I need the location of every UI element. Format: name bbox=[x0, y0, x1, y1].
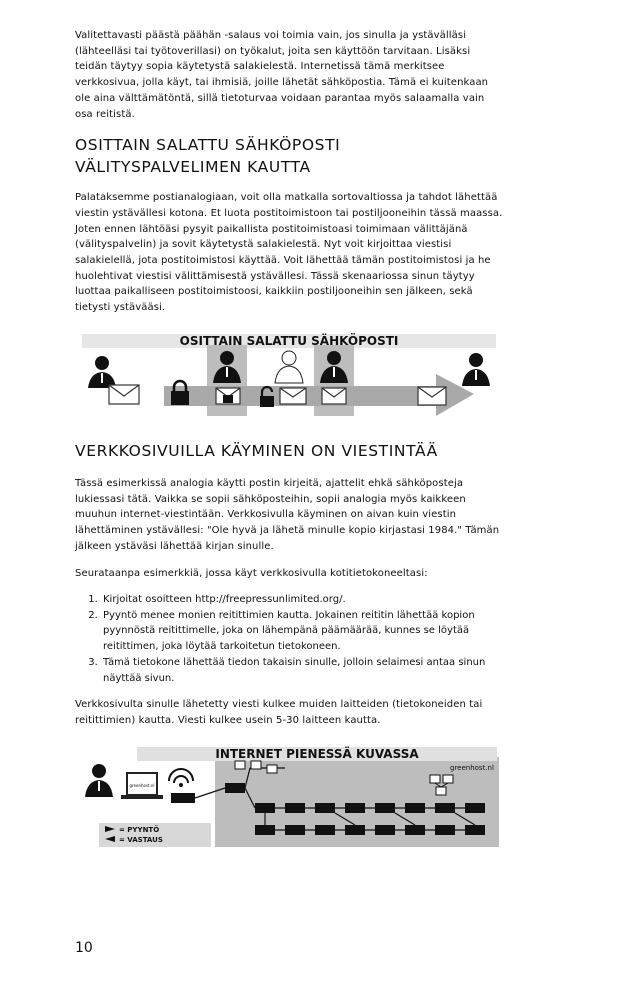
steps-list bbox=[75, 592, 503, 686]
computer-icon bbox=[235, 761, 245, 769]
legend-response: = VASTAUS bbox=[119, 835, 163, 844]
locked-envelope-icon bbox=[216, 388, 240, 404]
envelope-icon bbox=[280, 388, 306, 404]
envelope-icon bbox=[109, 385, 139, 404]
internet-illustration bbox=[75, 743, 499, 847]
figure2-site-label: greenhost.nl bbox=[450, 763, 494, 772]
list-item: 1. Kirjoitat osoitteen http://freepressunlimited.org/. bbox=[101, 592, 503, 608]
internet-figure bbox=[75, 743, 499, 847]
envelope-icon bbox=[418, 387, 446, 405]
envelope-icon bbox=[322, 388, 346, 404]
section2-paragraph-3: Verkkosivulta sinulle lähetetty viesti kulkee muiden laitteiden (tietokoneiden tai reitittimien) kautta. Viesti kulkee usein 5-30 laitteen kautta. bbox=[75, 699, 483, 726]
page-content bbox=[75, 28, 503, 847]
page-number: 10 bbox=[75, 940, 93, 956]
router-icon bbox=[255, 825, 275, 835]
laptop-screen-text: greenhost.nl bbox=[129, 782, 155, 788]
intro-paragraph: Valitettavasti päästä päähän -salaus voi toimia vain, jos sinulla ja ystävälläsi (lähteelläsi tai työtoverillasi) on työkalut, joita sen käyttöön tarvitaan. Lisäksi teidän täytyy sopia käytetystä salakielestä. Internetissä tämä merkitsee verkkosivua, jolla käyt, tai ihmisiä, joille lähetät sähköpostia. Tämä ei kuitenkaan ole aina välttämätöntä, sillä tietoturvaa voidaan parantaa myös salaamalla vain osa reitistä. bbox=[75, 30, 489, 120]
router-icon bbox=[225, 783, 245, 793]
list-item: 3. Tämä tietokone lähettää tiedon takaisin sinulle, jolloin selaimesi antaa sinun näyttää sivun. bbox=[101, 655, 503, 686]
partial-encryption-illustration bbox=[76, 330, 502, 418]
section2-paragraph-1: Tässä esimerkissä analogia käytti postin kirjeitä, ajattelit ehkä sähköposteja lukiessasi tätä. Vaikka se sopii sähköposteihin, sopii analogia myös kaikkeen muuhun internet-viestintään. Verkkosivulla käyminen on aivan kuin viestin lähettäminen ystävällesi: "Ole hyvä ja lähetä minulle kopio kirjastasi 1984." Tämän jälkeen ystäväsi lähettää kirjan sinulle. bbox=[75, 477, 500, 552]
modem-icon bbox=[171, 793, 195, 803]
partial-encryption-figure bbox=[76, 330, 502, 418]
section2-paragraph-2: Seurataanpa esimerkkiä, jossa käyt verkkosivulla kotitietokoneeltasi: bbox=[75, 568, 428, 580]
section-heading-web-browsing: VERKKOSIVUILLA KÄYMINEN ON VIESTINTÄÄ bbox=[75, 441, 438, 460]
section-heading-partial-encryption: OSITTAIN SALATTU SÄHKÖPOSTI VÄLITYSPALVELIMEN KAUTTA bbox=[75, 136, 341, 177]
computer-icon bbox=[267, 765, 277, 773]
section1-paragraph: Palataksemme postianalogiaan, voit olla matkalla sortovaltiossa ja tahdot lähettää viestin ystävällesi kotona. Et luota postitoimistoon tai postiljooneihin tässä maassa. Joten ennen lähtöäsi pysyit paikallista postitoimistoasi toimimaan välittäjänä (välityspalvelin) ja sovit käytetystä salakielestä. Nyt voit kirjoittaa viestisi salakielellä, jota postitoimistosi käyttää. Voit lähettää tämän postitoimistosi ja he huolehtivat viestisi välittämisestä ystävällesi. Tässä skenaariossa sinun täytyy luottaa paikalliseen postitoimistoosi, kaikkiin postiljooneihin sen jälkeen, sekä tietysti ystävääsi. bbox=[75, 192, 503, 314]
figure1-title: OSITTAIN SALATTU SÄHKÖPOSTI bbox=[179, 333, 399, 348]
legend-request: = PYYNTÖ bbox=[119, 825, 160, 834]
router-icon bbox=[255, 803, 275, 813]
list-item: 2. Pyyntö menee monien reitittimien kautta. Jokainen reititin lähettää kopion pyynnöstä reitittimelle, joka on lähempänä päämäärää, kunnes se löytää reitittimen, joka löytää tarkoitetun tietokoneen. bbox=[101, 608, 503, 655]
computer-icon bbox=[251, 761, 261, 769]
figure2-title: INTERNET PIENESSÄ KUVASSA bbox=[215, 746, 419, 761]
laptop-icon bbox=[121, 773, 163, 799]
router-icon bbox=[465, 825, 485, 835]
